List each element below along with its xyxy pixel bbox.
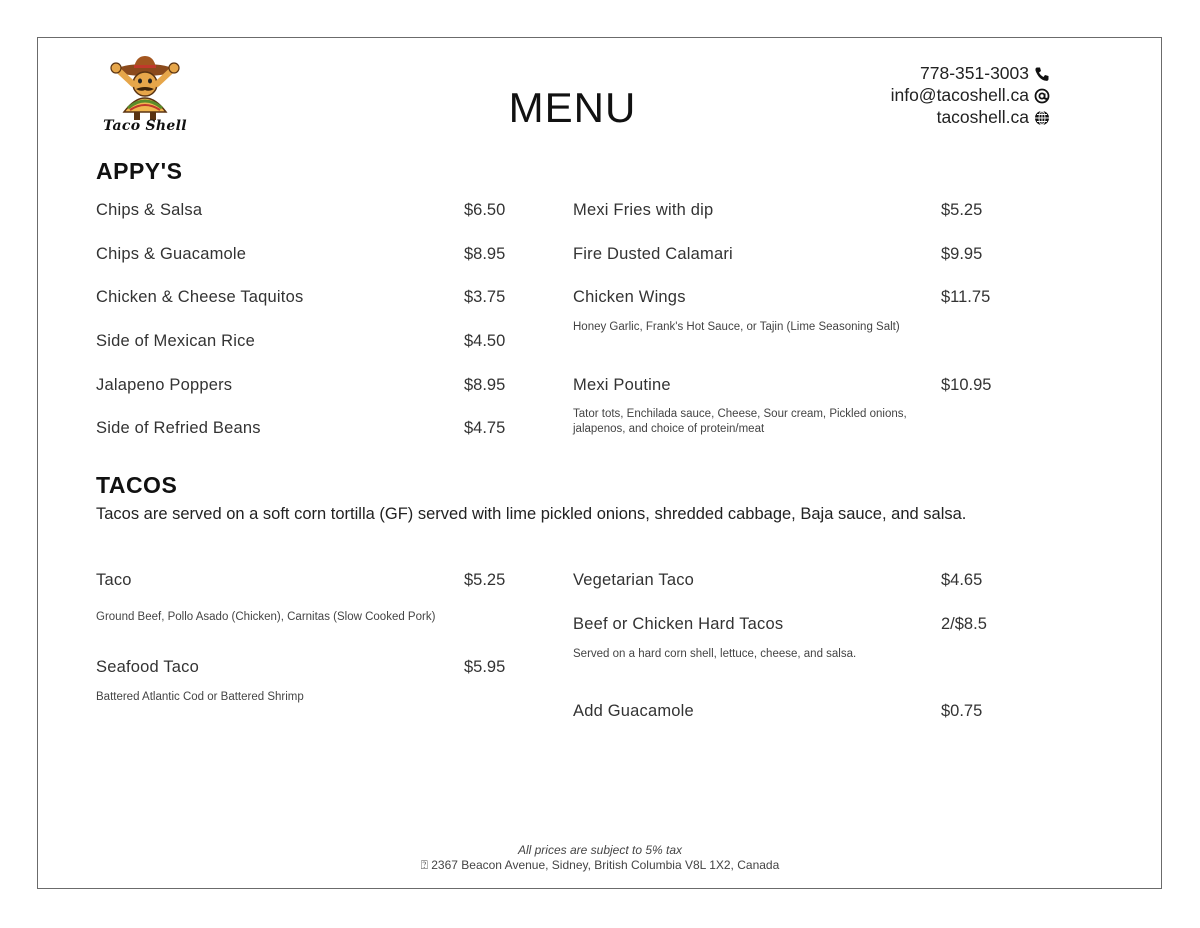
- menu-item-price: $5.25: [464, 571, 506, 589]
- menu-item-name: Beef or Chicken Hard Tacos: [573, 615, 784, 633]
- menu-item-description: Served on a hard corn shell, lettuce, cheese, and salsa.: [573, 648, 857, 660]
- menu-item-price: $8.95: [464, 245, 506, 263]
- tax-note: All prices are subject to 5% tax: [517, 843, 683, 857]
- menu-item-description: Ground Beef, Pollo Asado (Chicken), Carnitas (Slow Cooked Pork): [96, 611, 436, 623]
- tacos-heading: TACOS: [96, 472, 178, 498]
- at-icon: [1034, 87, 1050, 103]
- menu-item-name: Side of Mexican Rice: [96, 332, 255, 350]
- menu-item-price: $4.50: [464, 332, 506, 350]
- phone-icon: [1034, 65, 1050, 81]
- menu-item-price: $4.65: [941, 571, 983, 589]
- menu-item-price: $9.95: [941, 245, 983, 263]
- address: ⍰ 2367 Beacon Avenue, Sidney, British Columbia V8L 1X2, Canada: [420, 858, 780, 872]
- menu-item-name: Taco: [96, 571, 132, 589]
- appys-heading: APPY'S: [96, 158, 183, 184]
- menu-item-name: Seafood Taco: [96, 658, 200, 676]
- menu-item-price: $4.75: [464, 419, 506, 437]
- menu-item-name: Chicken & Cheese Taquitos: [96, 288, 304, 306]
- contact-email[interactable]: [891, 84, 1050, 106]
- logo-wordmark: Taco Shell: [103, 118, 187, 134]
- globe-icon: [1034, 109, 1050, 125]
- menu-item-name: Fire Dusted Calamari: [573, 245, 733, 263]
- menu-item-description: Battered Atlantic Cod or Battered Shrimp: [96, 691, 304, 703]
- contact-website[interactable]: [891, 106, 1050, 128]
- menu-item-name: Add Guacamole: [573, 702, 694, 720]
- menu-item-price: $5.25: [941, 201, 983, 219]
- contact-phone[interactable]: [891, 62, 1050, 84]
- menu-item-price: $6.50: [464, 201, 506, 219]
- menu-item-price: $10.95: [941, 376, 992, 394]
- tacos-intro: Tacos are served on a soft corn tortilla (GF) served with lime pickled onions, shredded cabbage, Baja sauce, and salsa.: [96, 505, 967, 523]
- menu-item-price: $3.75: [464, 288, 506, 306]
- page-title: MENU: [508, 84, 637, 131]
- website-link[interactable]: tacoshell.ca: [936, 107, 1029, 127]
- menu-item-name: Mexi Fries with dip: [573, 201, 714, 219]
- menu-item-price: $8.95: [464, 376, 506, 394]
- menu-item-name: Side of Refried Beans: [96, 419, 261, 437]
- email-address[interactable]: info@tacoshell.ca: [890, 85, 1029, 105]
- menu-item-name: Chicken Wings: [573, 288, 686, 306]
- menu-item-description: Tator tots, Enchilada sauce, Cheese, Sour cream, Pickled onions, jalapenos, and choice of protein/meat: [573, 408, 907, 435]
- contact-block: [891, 62, 1050, 128]
- phone-number[interactable]: 778-351-3003: [920, 63, 1029, 83]
- menu-item-price: $5.95: [464, 658, 506, 676]
- menu-page: [37, 37, 1162, 889]
- menu-item-name: Mexi Poutine: [573, 376, 671, 394]
- menu-item-description: Honey Garlic, Frank's Hot Sauce, or Tajin (Lime Seasoning Salt): [573, 321, 900, 333]
- menu-item-price: $0.75: [941, 702, 983, 720]
- menu-item-name: Jalapeno Poppers: [96, 376, 233, 394]
- menu-item-price: $11.75: [941, 288, 991, 306]
- menu-item-name: Chips & Guacamole: [96, 245, 247, 263]
- menu-item-name: Chips & Salsa: [96, 201, 203, 219]
- menu-item-price: 2/$8.5: [941, 615, 987, 633]
- menu-item-name: Vegetarian Taco: [573, 571, 695, 589]
